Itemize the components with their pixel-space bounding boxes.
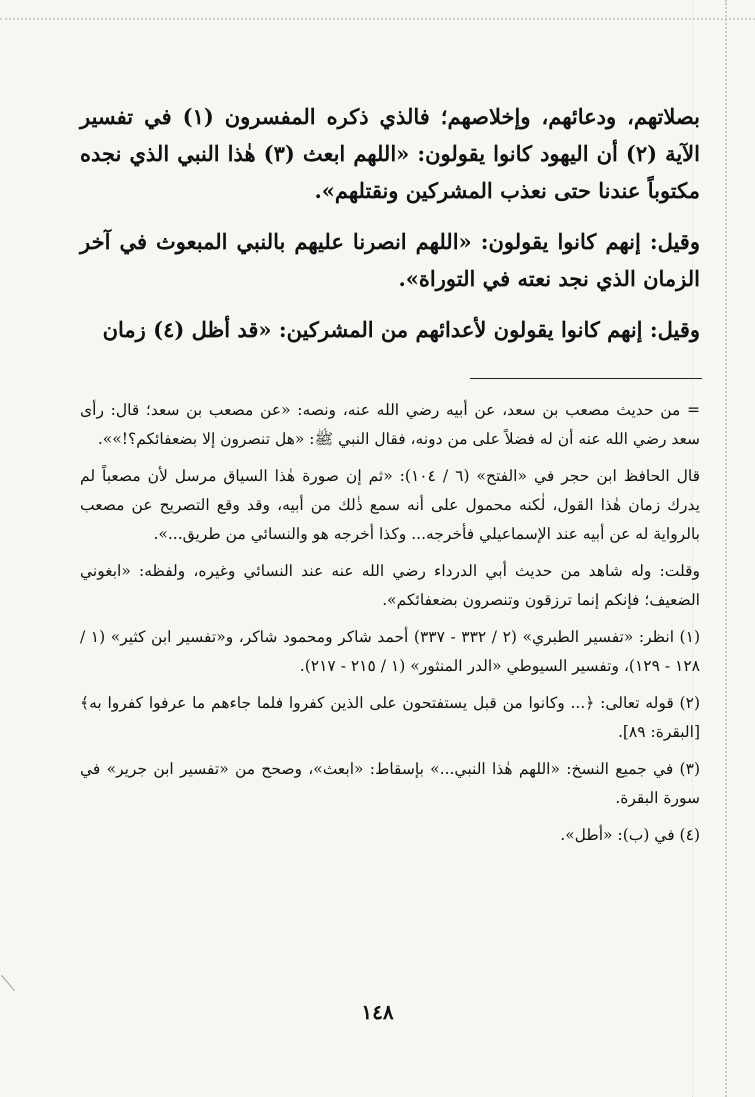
scan-dotted-border-top xyxy=(0,18,755,20)
footnote-1: (١) انظر: «تفسير الطبري» (٢ / ٣٣٢ - ٣٣٧) أحمد شاكر ومحمود شاكر، و«تفسير ابن كثير» (١ / ١٢٨ - ١٢٩)، وتفسير السيوطي «الدر المنثور» (١ / ٢١٥ - ٢١٧). xyxy=(80,628,700,675)
page-number: ١٤٨ xyxy=(361,1000,394,1024)
footnote-shahid: وقلت: وله شاهد من حديث أبي الدرداء رضي الله عنه عند النسائي وغيره، ولفظه: «ابغوني الضعيف؛ فإنكم إنما ترزقون وتنصرون بضعفائكم». xyxy=(80,562,700,609)
footnote-continuation: = من حديث مصعب بن سعد، عن أبيه رضي الله عنه، ونصه: «عن مصعب بن سعد؛ قال: رأى سعد رضي الله عنه أن له فضلاً على من دونه، فقال النبي ﷺ: «هل تنصرون إلا بضعفائكم؟!»». xyxy=(80,401,700,448)
footnote-ibn-hajar: قال الحافظ ابن حجر في «الفتح» (٦ / ١٠٤): «ثم إن صورة هٰذا السياق مرسل لأن مصعباً لم يدرك زمان هٰذا القول، لٰكنه محمول على أنه سمع ذٰلك من أبيه، وقد وقع التصريح عن مصعب بالرواية له عن أبيه عند الإسماعيلي فأخرجه... وكذا أخرجه هو والنسائي من طريق...». xyxy=(80,467,700,543)
footnote-4: (٤) في (ب): «أطل». xyxy=(560,826,700,844)
main-paragraph-1: بصلاتهم، ودعائهم، وإخلاصهم؛ فالذي ذكره المفسرون (١) في تفسير الآية (٢) أن اليهود كانوا يقولون: «اللهم ابعث (٣) هٰذا النبي الذي نجده مكتوباً عندنا حتى نعذب المشركين ونقتلهم». xyxy=(80,104,700,203)
footnote-2: (٢) قوله تعالى: ﴿... وكانوا من قبل يستفتحون على الذين كفروا فلما جاءهم ما عرفوا كفروا به﴾ [البقرة: ٨٩]. xyxy=(80,694,700,741)
footnotes xyxy=(80,396,700,858)
main-paragraph-3: وقيل: إنهم كانوا يقولون لأعدائهم من المشركين: «قد أظل (٤) زمان xyxy=(102,317,700,342)
footnote-3: (٣) في جميع النسخ: «اللهم هٰذا النبي...» بإسقاط: «ابعث»، وصحح من «تفسير ابن جرير» في سورة البقرة. xyxy=(80,760,700,807)
scan-dotted-border-right xyxy=(725,0,727,1097)
scan-edge-mark xyxy=(1,975,15,991)
main-text xyxy=(80,98,700,362)
footnote-separator xyxy=(470,378,702,379)
main-paragraph-2: وقيل: إنهم كانوا يقولون: «اللهم انصرنا عليهم بالنبي المبعوث في آخر الزمان الذي نجد نعته في التوراة». xyxy=(80,229,700,291)
